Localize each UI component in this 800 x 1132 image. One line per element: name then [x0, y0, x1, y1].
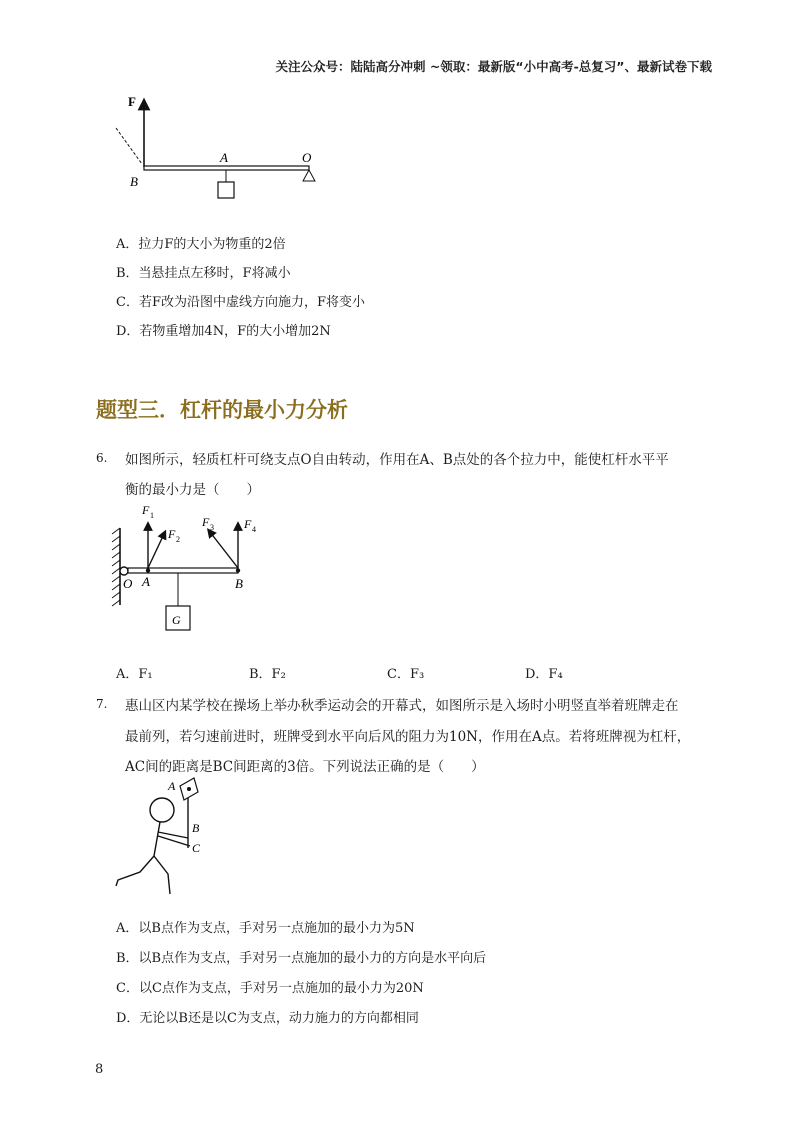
q6-label-F3-sub: 3 [210, 523, 214, 532]
q6-text-line-1: 如图所示，轻质杠杆可绕支点O自由转动，作用在A、B点处的各个拉力中，能使杠杆水平平 [125, 452, 669, 468]
q5-dashed-line [116, 128, 142, 164]
q7-figure [110, 776, 220, 898]
q7-leg-front [154, 856, 170, 894]
q7-number: 7. [96, 697, 108, 711]
page-number: 8 [95, 1062, 104, 1077]
q6-label-F2-sub: 2 [176, 535, 180, 544]
q6-option-c: C．F₃ [387, 667, 425, 682]
q5-label-F: F [128, 94, 136, 109]
q7-point-A [187, 787, 191, 791]
q7-option-b: B．以B点作为支点，手对另一点施加的最小力的方向是水平向后 [116, 951, 487, 966]
q7-option-a: A．以B点作为支点，手对另一点施加的最小力为5N [116, 921, 415, 936]
q7-label-C: C [192, 841, 201, 855]
q5-lever-bar [144, 166, 309, 170]
q7-option-c: C．以C点作为支点，手对另一点施加的最小力为20N [116, 981, 424, 996]
q6-label-O: O [123, 576, 133, 591]
q6-label-F2: F [168, 527, 176, 541]
q6-label-A: A [142, 574, 150, 589]
q5-label-B: B [130, 174, 138, 189]
q6-option-b: B．F₂ [249, 667, 286, 682]
q7-label-B: B [192, 821, 200, 835]
q6-label-B: B [235, 576, 243, 591]
q5-lever-figure [108, 92, 328, 202]
q6-lever-bar [128, 568, 238, 573]
q5-option-d: D．若物重增加4N，F的大小增加2N [116, 324, 331, 339]
q6-text-line-2: 衡的最小力是（ ） [125, 482, 260, 498]
q5-option-a: A．拉力F的大小为物重的2倍 [116, 237, 286, 252]
q7-text-line-1: 惠山区内某学校在操场上举办秋季运动会的开幕式，如图所示是入场时小明竖直举着班牌走在 [125, 698, 679, 714]
q6-label-F3: F [202, 515, 210, 529]
q7-text-line-2: 最前列，若匀速前进时，班牌受到水平向后风的阻力为10N，作用在A点。若将班牌视为杠杆， [125, 729, 691, 745]
q5-weight-box [218, 182, 234, 198]
q6-lever-figure [108, 500, 278, 635]
header-note: 关注公众号：陆陆高分冲刺 ~领取：最新版“小中高考-总复习”、最新试卷下载 [275, 59, 712, 74]
q7-label-A: A [168, 779, 176, 793]
q6-force-F3 [210, 532, 238, 568]
q6-wall-hatch [112, 528, 120, 606]
section-title: 题型三．杠杆的最小力分析 [96, 398, 348, 422]
q5-label-O: O [302, 150, 312, 165]
q6-label-F4-sub: 4 [252, 525, 256, 534]
q7-leg-back [116, 856, 154, 886]
q6-option-d: D．F₄ [525, 667, 563, 682]
q5-option-c: C．若F改为沿图中虚线方向施力，F将变小 [116, 295, 365, 310]
q7-head [150, 798, 174, 822]
q7-option-d: D．无论以B还是以C为支点，动力施力的方向都相同 [116, 1011, 419, 1026]
q5-label-A: A [220, 150, 228, 165]
q6-point-B [236, 568, 240, 572]
q5-pivot-triangle [303, 170, 315, 181]
q6-number: 6. [96, 451, 108, 465]
q6-label-F1-sub: 1 [150, 511, 154, 520]
q6-pivot-O [120, 567, 128, 575]
q6-point-A [146, 568, 150, 572]
q5-option-b: B．当悬挂点左移时，F将减小 [116, 266, 291, 281]
q6-label-F1: F [142, 503, 150, 517]
q6-label-F4: F [244, 517, 252, 531]
q6-force-F2 [148, 534, 164, 568]
q7-text-line-3: AC间的距离是BC间距离的3倍。下列说法正确的是（ ） [125, 759, 485, 775]
q7-body [154, 822, 160, 856]
q6-option-a: A．F₁ [116, 667, 153, 682]
q6-label-G: G [172, 613, 181, 627]
